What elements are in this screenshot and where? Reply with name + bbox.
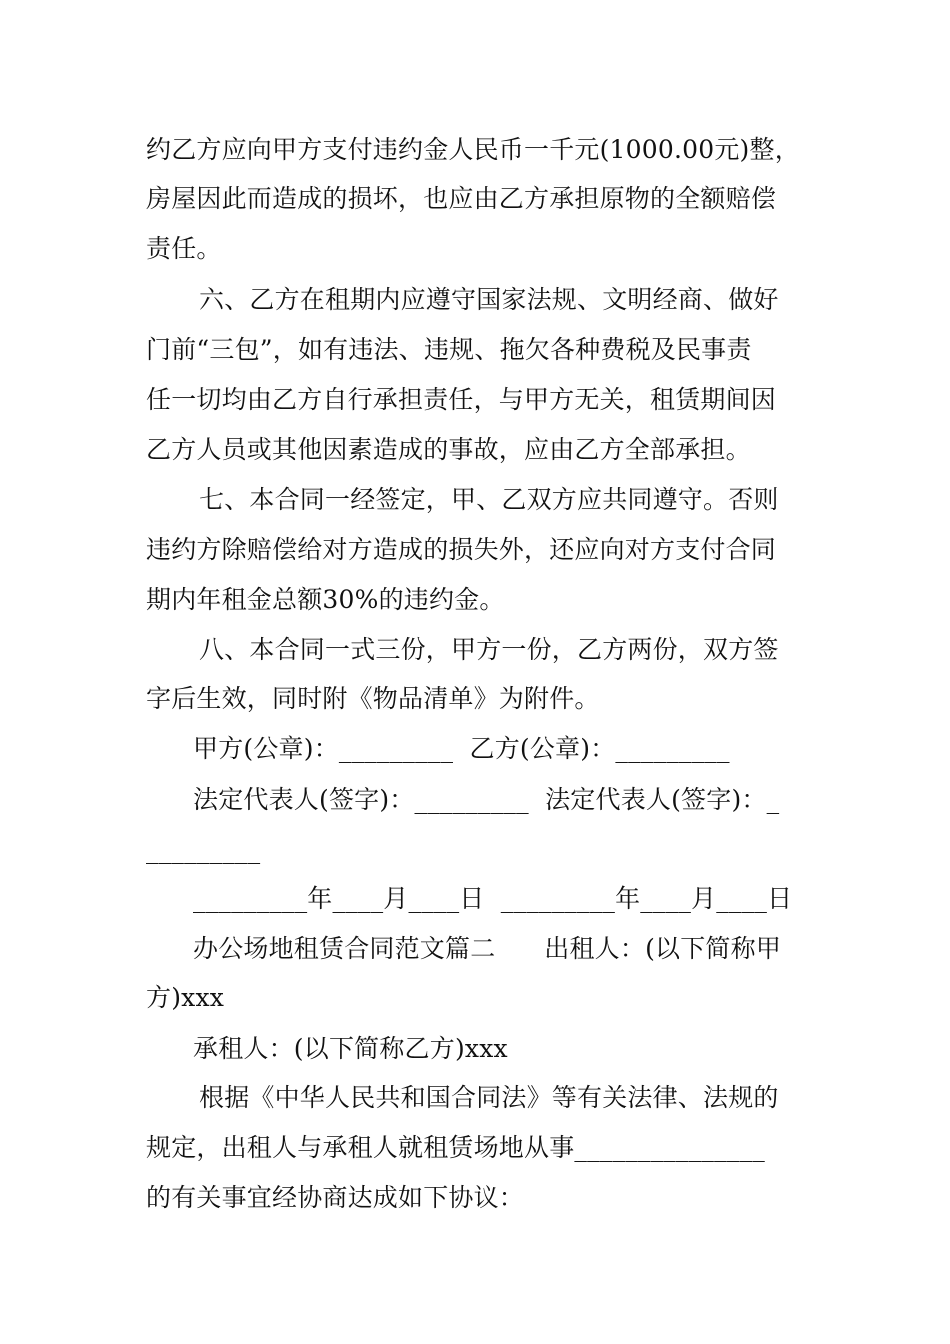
paragraph-line: 乙方人员或其他因素造成的事故，应由乙方全部承担。 bbox=[146, 435, 751, 464]
paragraph-line: 期内年租金总额30%的违约金。 bbox=[146, 585, 505, 614]
section-heading-line: 办公场地租赁合同范文篇二 出租人：(以下简称甲 bbox=[193, 934, 782, 963]
date-line: _________年____月____日 _________年____月____日 bbox=[193, 884, 793, 913]
paragraph-line: 约乙方应向甲方支付违约金人民币一千元(1000.00元)整， bbox=[146, 135, 800, 164]
paragraph-line: 责任。 bbox=[146, 234, 222, 263]
paragraph-line: 违约方除赔偿给对方造成的损失外，还应向对方支付合同 bbox=[146, 535, 777, 564]
intro-paragraph-line: 根据《中华人民共和国合同法》等有关法律、法规的 bbox=[199, 1083, 779, 1112]
clause-six-line: 六、乙方在租期内应遵守国家法规、文明经商、做好 bbox=[199, 285, 779, 314]
lessee-line: 承租人：(以下简称乙方)xxx bbox=[193, 1034, 508, 1063]
paragraph-line: 字后生效，同时附《物品清单》为附件。 bbox=[146, 684, 600, 713]
clause-eight-line: 八、本合同一式三份，甲方一份，乙方两份，双方签 bbox=[199, 635, 779, 664]
paragraph-line: 方)xxx bbox=[146, 983, 225, 1012]
paragraph-line: 任一切均由乙方自行承担责任，与甲方无关，租赁期间因 bbox=[146, 385, 777, 414]
paragraph-line: 的有关事宜经协商达成如下协议： bbox=[146, 1183, 525, 1212]
paragraph-line: 规定，出租人与承租人就租赁场地从事_______________ bbox=[146, 1133, 765, 1162]
clause-seven-line: 七、本合同一经签定，甲、乙双方应共同遵守。否则 bbox=[199, 485, 779, 514]
seal-line: 甲方(公章)：_________ 乙方(公章)：_________ bbox=[193, 734, 730, 763]
signature-line: 法定代表人(签字)：_________ 法定代表人(签字)：_ bbox=[193, 785, 780, 814]
paragraph-line: 房屋因此而造成的损坏，也应由乙方承担原物的全额赔偿 bbox=[146, 184, 777, 213]
paragraph-line: 门前“三包”，如有违法、违规、拖欠各种费税及民事责 bbox=[146, 335, 752, 364]
signature-continuation: _________ bbox=[146, 835, 261, 864]
